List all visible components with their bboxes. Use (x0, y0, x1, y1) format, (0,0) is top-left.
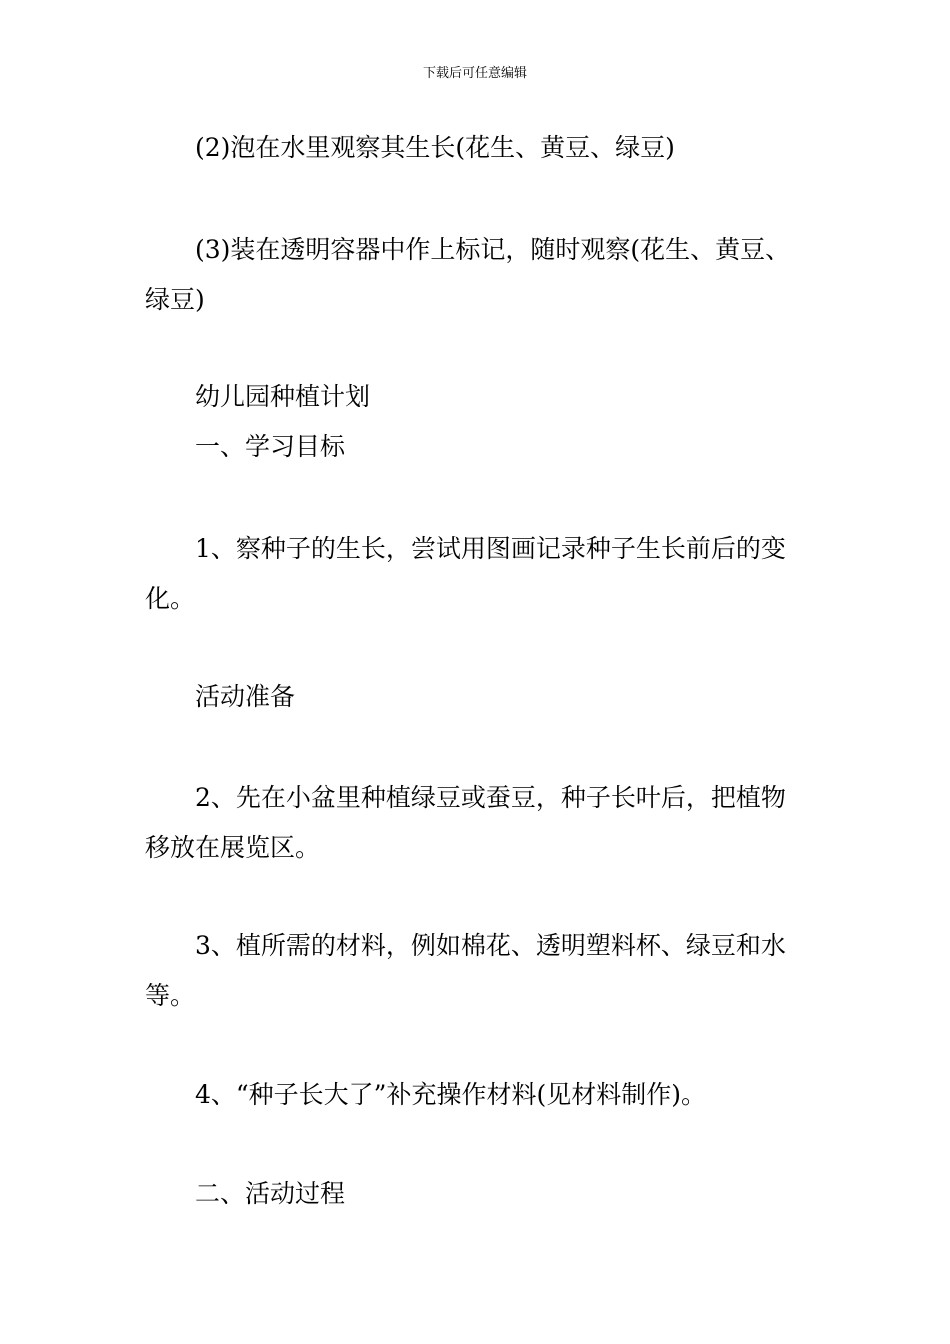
paragraph-line-continued: 移放在展览区。 (145, 833, 321, 862)
paragraph-line-continued: 等。 (145, 981, 196, 1010)
paragraph-soak-observe (145, 123, 835, 173)
paragraph-line-continued: 绿豆) (145, 285, 205, 314)
section-heading-learning-goals (145, 422, 835, 472)
section-heading-activity-process (145, 1169, 835, 1219)
paragraph-line: 一、学习目标 (195, 432, 346, 461)
paragraph-line: 幼儿园种植计划 (195, 382, 371, 411)
paragraph-line-continued: 化。 (145, 584, 196, 613)
paragraph-line: 活动准备 (195, 682, 296, 711)
paragraph-item-1 (145, 524, 835, 624)
paragraph-item-3 (145, 921, 835, 1021)
paragraph-line: (2)泡在水里观察其生长(花生、黄豆、绿豆) (195, 133, 675, 162)
page-header: 下载后可任意编辑 (422, 66, 527, 81)
paragraph-line: 2、先在小盆里种植绿豆或蚕豆，种子长叶后，把植物 (195, 783, 786, 812)
paragraph-line: 4、“种子长大了”补充操作材料(见材料制作)。 (195, 1080, 706, 1109)
section-heading-activity-preparation (145, 672, 835, 722)
paragraph-line: 二、活动过程 (195, 1179, 346, 1208)
paragraph-line: (3)装在透明容器中作上标记，随时观察(花生、黄豆、 (195, 235, 791, 264)
paragraph-line: 3、植所需的材料，例如棉花、透明塑料杯、绿豆和水 (195, 931, 786, 960)
section-title-planting-plan (145, 372, 835, 422)
paragraph-item-4 (145, 1070, 835, 1120)
paragraph-item-2 (145, 773, 835, 873)
paragraph-line: 1、察种子的生长，尝试用图画记录种子生长前后的变 (195, 534, 786, 563)
paragraph-container-mark (145, 225, 835, 325)
